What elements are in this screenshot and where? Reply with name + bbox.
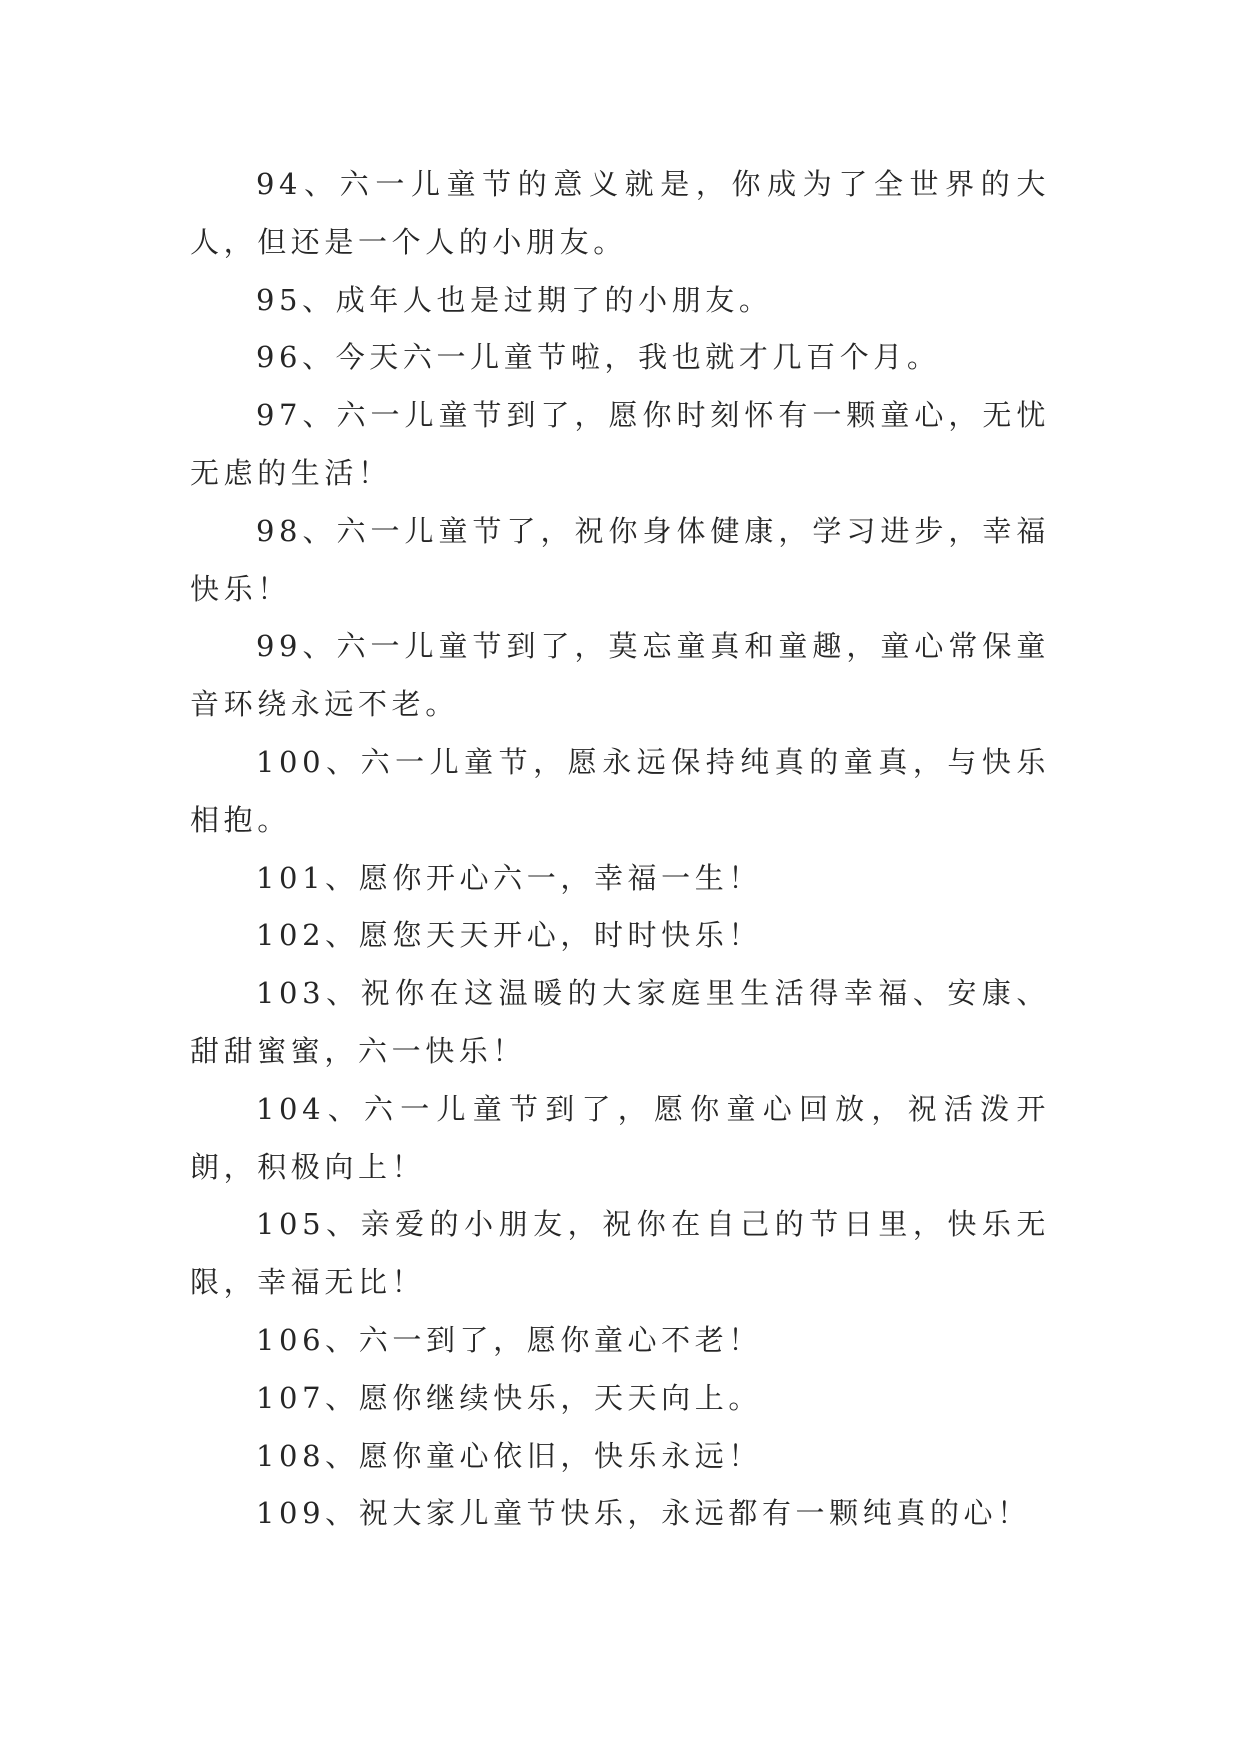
paragraph-99: 99、六一儿童节到了，莫忘童真和童趣，童心常保童音环绕永远不老。	[190, 629, 1050, 722]
paragraph-104: 104、六一儿童节到了，愿你童心回放，祝活泼开朗，积极向上！	[190, 1091, 1050, 1184]
paragraph-102: 102、愿您天天开心，时时快乐！	[256, 918, 762, 953]
paragraph-109: 109、祝大家儿童节快乐，永远都有一颗纯真的心！	[256, 1496, 1031, 1531]
paragraph-98: 98、六一儿童节了，祝你身体健康，学习进步，幸福快乐！	[190, 513, 1050, 606]
document-body	[190, 156, 1050, 1543]
paragraph-97: 97、六一儿童节到了，愿你时刻怀有一颗童心，无忧无虑的生活！	[190, 398, 1050, 490]
paragraph-94: 94、六一儿童节的意义就是，你成为了全世界的大人，但还是一个人的小朋友。	[190, 167, 1050, 259]
paragraph-100: 100、六一儿童节，愿永远保持纯真的童真，与快乐相抱。	[190, 744, 1050, 837]
paragraph-101: 101、愿你开心六一，幸福一生！	[256, 860, 762, 895]
paragraph-106: 106、六一到了，愿你童心不老！	[256, 1322, 762, 1357]
paragraph-95: 95、成年人也是过期了的小朋友。	[256, 282, 773, 317]
paragraph-96: 96、今天六一儿童节啦，我也就才几百个月。	[256, 340, 941, 375]
paragraph-105: 105、亲爱的小朋友，祝你在自己的节日里，快乐无限，幸福无比！	[190, 1207, 1050, 1300]
paragraph-107: 107、愿你继续快乐，天天向上。	[256, 1380, 762, 1415]
paragraph-103: 103、祝你在这温暖的大家庭里生活得幸福、安康、甜甜蜜蜜，六一快乐！	[190, 976, 1050, 1068]
paragraph-108: 108、愿你童心依旧，快乐永远！	[256, 1438, 762, 1473]
